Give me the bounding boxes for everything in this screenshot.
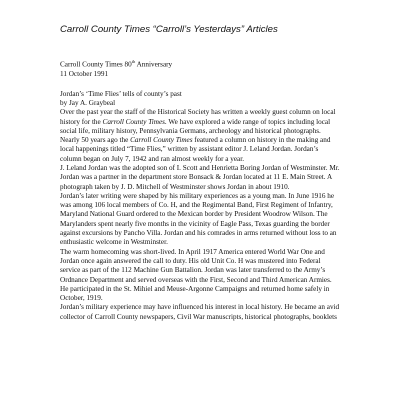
paragraph-2-text-b: featured a column on history in the making and local happenings titled “Time Flies,” written by assistant editor J. Leland Jordan. Jordan’s column began on July 7, 1942 and ran almost weekly for a year.	[60, 136, 331, 163]
paragraph-2	[60, 136, 340, 164]
paragraph-2-italic: Carroll County Times	[130, 136, 193, 145]
publication-date: 11 October 1991	[60, 69, 109, 78]
paragraph-1-text-b: We have explored a wide range of topics including local social life, military history, Pennsylvania Germans, archeology and historical photographs.	[60, 117, 331, 135]
paragraph-3: J. Leland Jordan was the adopted son of I. Scott and Henrietta Boring Jordan of Westminster. Mr. Jordan was a partner in the department store Bonsack & Jordan located at 11 E. Main Street. A photograph taken by J. D. Mitchell of Westminster shows Jordan in about 1910.	[60, 163, 340, 191]
publication-name: Carroll County Times 80	[60, 60, 132, 69]
page-header-title: Carroll County Times “Carroll’s Yesterdays” Articles	[60, 24, 278, 35]
paragraph-2-text-a: Nearly 50 years ago the	[60, 136, 131, 145]
paragraph-1	[60, 108, 340, 136]
article-headline-block	[60, 90, 340, 108]
article-byline: by Jay A. Graybeal	[60, 99, 116, 107]
paragraph-5: The warm homecoming was short-lived. In April 1917 America entered World War One and Jordan once again answered the call to duty. His old Unit Co. H was mustered into Federal service as part of the 112 Machine Gun Battalion. Jordan was later transferred to the Army’s Ordnance Department and served overseas with the First, Second and Third American Armies. He participated in the St. Mihiel and Meuse-Argonne Campaigns and returned home safely in October, 1919.	[60, 247, 332, 303]
paragraph-1-italic: Carroll County Times.	[102, 117, 167, 126]
ordinal-suffix: th	[131, 59, 136, 64]
paragraph-1-text-a: Over the past year the staff of the Historical Society has written a weekly guest column on local history for the	[60, 108, 336, 126]
paragraph-4: Jordan’s later writing were shaped by his military experiences as a young man. In June 1916 he was among 106 local members of Co. H, and the Regimental Band, First Regiment of Infantry, Maryland National Guard ordered to the Mexican border by President Woodrow Wilson. The Marylanders spent nearly five months in the vicinity of Eagle Pass, Texas guarding the border against excursions by Pancho Villa. Jordan and his comrades in arms returned without loss to an enthusiastic welcome in Westminster.	[60, 191, 337, 247]
publication-meta	[60, 57, 340, 79]
anniversary-label: Anniversary	[135, 60, 173, 69]
article-title: Jordan’s ‘Time Flies’ tells of county’s past	[60, 89, 182, 98]
paragraph-6: Jordan’s military experience may have influenced his interest in local history. He became an avid collector of Carroll County newspapers, Civil War manuscripts, historical photographs, booklets	[60, 303, 340, 321]
publication-line	[60, 57, 340, 70]
